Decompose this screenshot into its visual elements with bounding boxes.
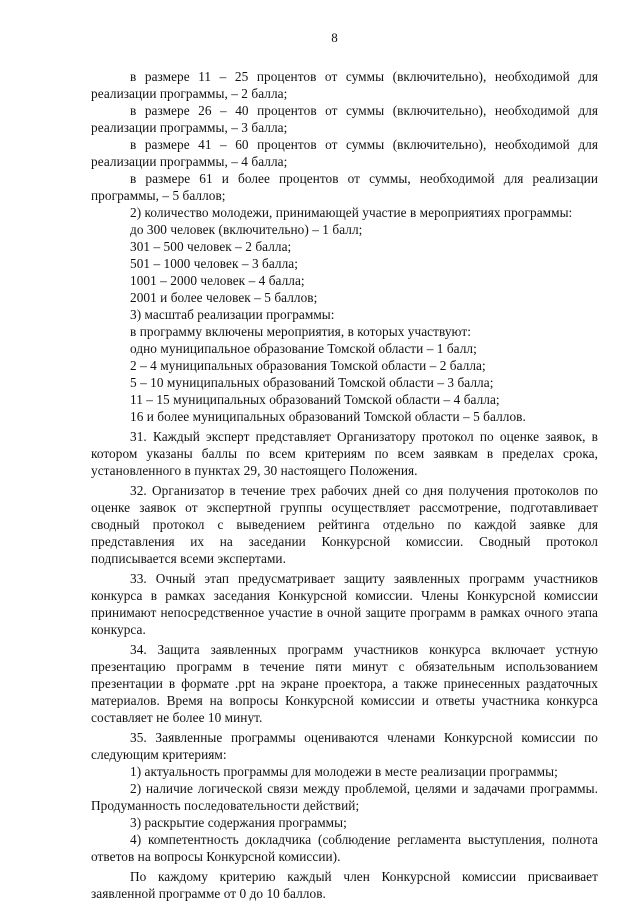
closing-paragraph: По каждому критерию каждый член Конкурсной комиссии присваивает заявленной программе от 0 до 10 баллов.: [91, 869, 598, 901]
list-item: 1) актуальность программы для молодежи в месте реализации программы;: [130, 764, 558, 779]
criterion-youth-count: 2) количество молодежи, принимающей участие в мероприятиях программы:: [130, 205, 573, 220]
list-item: 16 и более муниципальных образований Томской области – 5 баллов.: [130, 409, 526, 424]
list-item: 2 – 4 муниципальных образования Томской области – 2 балла;: [130, 358, 486, 373]
clause-32: 32. Организатор в течение трех рабочих дней со дня получения протоколов по оценке заявок от экспертной группы осуществляет рассмотрение, подготавливает сводный протокол с выведением рейтинга отдельно по каждой заявке для представления их на заседании Конкурсной комиссии. Сводный протокол подписывается всеми экспертами.: [91, 483, 598, 566]
list-item: 301 – 500 человек – 2 балла;: [130, 239, 292, 254]
list-item: 2001 и более человек – 5 баллов;: [130, 290, 318, 305]
list-item: 11 – 15 муниципальных образований Томской области – 4 балла;: [130, 392, 500, 407]
list-item: 501 – 1000 человек – 3 балла;: [130, 256, 298, 271]
list-item: 5 – 10 муниципальных образований Томской области – 3 балла;: [130, 375, 494, 390]
list-item: 1001 – 2000 человек – 4 балла;: [130, 273, 305, 288]
list-item: до 300 человек (включительно) – 1 балл;: [130, 222, 363, 237]
list-item: в программу включены мероприятия, в которых участвуют:: [130, 324, 471, 339]
paragraph-range-26-40: в размере 26 – 40 процентов от суммы (включительно), необходимой для реализации программы, – 3 балла;: [91, 103, 598, 135]
list-item: одно муниципальное образование Томской области – 1 балл;: [130, 341, 477, 356]
list-item: 2) наличие логической связи между проблемой, целями и задачами программы. Продуманность последовательности действий;: [91, 781, 598, 813]
criterion-scale: 3) масштаб реализации программы:: [130, 307, 335, 322]
paragraph-range-11-25: в размере 11 – 25 процентов от суммы (включительно), необходимой для реализации программы, – 2 балла;: [91, 69, 598, 101]
clause-35: 35. Заявленные программы оцениваются членами Конкурсной комиссии по следующим критериям:: [91, 730, 598, 762]
list-item: 4) компетентность докладчика (соблюдение регламента выступления, полнота ответов на вопросы Конкурсной комиссии).: [91, 832, 598, 864]
clause-31: 31. Каждый эксперт представляет Организатору протокол по оценке заявок, в котором указаны баллы по всем критериям по всем заявкам в пределах срока, установленного в пунктах 29, 30 настоящего Положения.: [91, 429, 598, 478]
paragraph-range-41-60: в размере 41 – 60 процентов от суммы (включительно), необходимой для реализации программы, – 4 балла;: [91, 137, 598, 169]
clause-34: 34. Защита заявленных программ участников конкурса включает устную презентацию программ в течение пяти минут с обязательным использованием презентации в формате .ppt на экране проектора, а также принесенных раздаточных материалов. Время на вопросы Конкурсной комиссии и ответы участника конкурса составляет не более 10 минут.: [91, 642, 598, 725]
page-number: 8: [331, 30, 338, 45]
clause-33: 33. Очный этап предусматривает защиту заявленных программ участников конкурса в рамках заседания Конкурсной комиссии. Члены Конкурсной комиссии принимают непосредственное участие в очной защите программ в рамках очного этапа конкурса.: [91, 571, 598, 637]
paragraph-range-61-plus: в размере 61 и более процентов от суммы, необходимой для реализации программы, – 5 баллов;: [91, 171, 598, 203]
list-item: 3) раскрытие содержания программы;: [130, 815, 347, 830]
